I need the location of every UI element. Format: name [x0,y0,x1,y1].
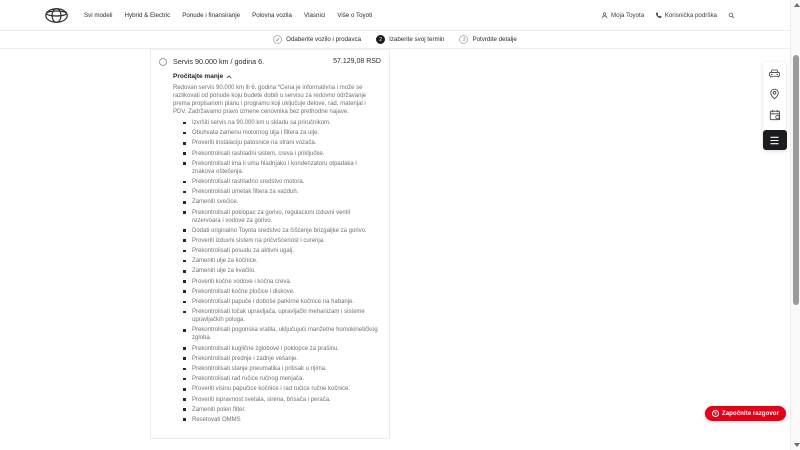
service-title: Servis 90.000 km / godina 6. [173,57,265,66]
checklist-item: Prekontrolisati poklopac za gorivo, regulacioni izduvni ventil rezervoara i vodove za gorivo. [192,209,379,225]
read-less-toggle[interactable] [173,73,379,80]
checklist-item: Proveriti visinu papučice kočnice i rad ručice ručne kočnice. [192,385,379,393]
checklist-item: Prekontrolisati točak upravljača, upravljački mehanizam i sisteme upravljačkih poluga. [192,308,379,324]
list-icon[interactable] [763,130,787,150]
checklist-item: Prekontrolisati kočne pločice i diskove. [192,288,379,296]
scroll-up-arrow-icon[interactable] [794,3,800,7]
calendar-search-icon[interactable] [769,109,781,121]
step-label: Izaberite svoj termin [389,36,445,43]
checklist-item: Zameniti polen filter. [192,406,379,414]
step-label: Odaberite vozilo i prodavca [286,36,362,43]
question-icon: ? [712,410,719,417]
user-icon [601,12,608,19]
nav-item-vise-o-toyoti[interactable]: Više o Toyoti [337,11,373,19]
checklist-item: Prekontrolisati papuče i doboše parkirne kočnice na habanje. [192,298,379,306]
checklist-item: Prekontrolisati pogonska vratila, uključujući manžetne homokinetičkog zgloba. [192,327,378,342]
checklist-item: Proveriti izduvni sistem na pričvršćenost i curenja. [192,237,379,245]
scroll-down-arrow-icon[interactable] [794,443,800,447]
main-nav [84,12,372,19]
checklist-item: Zameniti svećice. [192,198,379,206]
checklist-item: Prekontrolisati rashladno sredstvo motora. [192,178,379,186]
nav-item-svi-modeli[interactable]: Svi modeli [84,11,113,19]
checklist-item: Proveriti ispravnost svetala, sirena, brisača i perača. [192,396,379,404]
checklist-item: Resetovati OMMS [192,416,379,424]
step-select-vehicle-dealer[interactable] [273,35,361,44]
step-label: Potvrdite detalje [472,36,517,43]
nav-item-vlasnici[interactable]: Vlasnici [303,11,326,19]
utility-nav [601,12,790,19]
checklist-item: Prekontrolisati ima li u/na hladnjaku i kondenzatoru otpadaka i znakova oštećenja. [192,160,379,176]
checklist-item: Prekontrolisati stanje pneumatika i pritisak u njima. [192,365,379,373]
check-icon [273,35,282,44]
checklist-item: Izvršiti servis na 90.000 km u skladu sa priručnikom. [192,119,379,127]
support-link[interactable] [655,12,717,19]
read-less-label: Pročitajte manje [173,73,224,80]
checklist-item: Prekontrolisati posudu za aktivni ugalj. [192,247,379,255]
service-radio[interactable] [159,58,167,66]
nav-item-hybrid-electric[interactable]: Hybrid & Electric [124,11,171,19]
checklist-item: Prekontrolisati rashladni sistem, creva i priključke. [192,150,379,158]
checklist-item: Prekontrolisati kuglične zglobove i poklopce za prašinu. [192,345,379,353]
toyota-logo-icon[interactable] [45,8,68,23]
top-navbar [0,0,790,31]
search-icon[interactable] [728,12,735,19]
chevron-up-icon [226,75,232,79]
service-option-card [150,49,390,439]
scrollbar-thumb[interactable] [793,55,799,305]
chat-button[interactable] [705,406,786,421]
checklist-item: Dodati originalno Toyota sredstvo za čišćenje brizgaljke za gorivo. [192,227,379,235]
service-checklist [173,119,379,424]
phone-icon [655,12,662,19]
my-toyota-link[interactable] [601,12,644,19]
checklist-item: Prekontrolisati rad ručice ručnog menjača. [192,375,379,383]
side-toolbar [763,62,786,150]
step-confirm-details[interactable] [459,35,516,44]
support-label: Korisnička podrška [664,11,717,19]
chat-label: Započnite razgovor [721,410,779,417]
nav-item-ponude-finansiranje[interactable]: Ponude i finansiranje [182,11,241,19]
step-select-appointment[interactable] [376,35,444,44]
car-icon[interactable] [768,68,781,79]
service-option-header [159,57,381,66]
checklist-item: Zameniti ulje za kvačilo. [192,267,379,275]
service-price: 57.129,08 RSD [333,58,381,65]
checklist-item: Prekontrolisati prednje i zadnje vešanje. [192,355,379,363]
location-pin-icon[interactable] [769,88,780,100]
checklist-item: Obuhvata zamenu motornog ulja i filtera za ulje. [192,129,379,137]
step-number-badge: 2 [376,35,385,44]
step-number-badge: 3 [459,35,468,44]
booking-stepper [0,31,790,49]
checklist-item: Proveriti kočne vodove i kočna creva. [192,278,379,286]
service-description: Redovan servis 90.000 km ili 6. godina *Cena je informativna i može se razlikovati od ponude koju budete dobili u servisu za redovno održavanje prema propisanom planu i programu koji uključuje delove, rad, materijal i PDV. Zadržavamo pravo izmene cenovnika bez prethodne najave. [173,85,367,115]
checklist-item: Proveriti instalaciju patosnice na strani vozača. [192,139,379,147]
checklist-item: Prekontrolisati umetak filtera za vazduh. [192,188,379,196]
my-toyota-label: Moja Toyota [610,11,645,19]
scrollbar-track[interactable] [790,0,800,450]
service-details [173,73,379,424]
checklist-item: Zameniti ulje za kočnice. [192,257,379,265]
nav-item-polovna-vozila[interactable]: Polovna vozila [252,11,292,19]
